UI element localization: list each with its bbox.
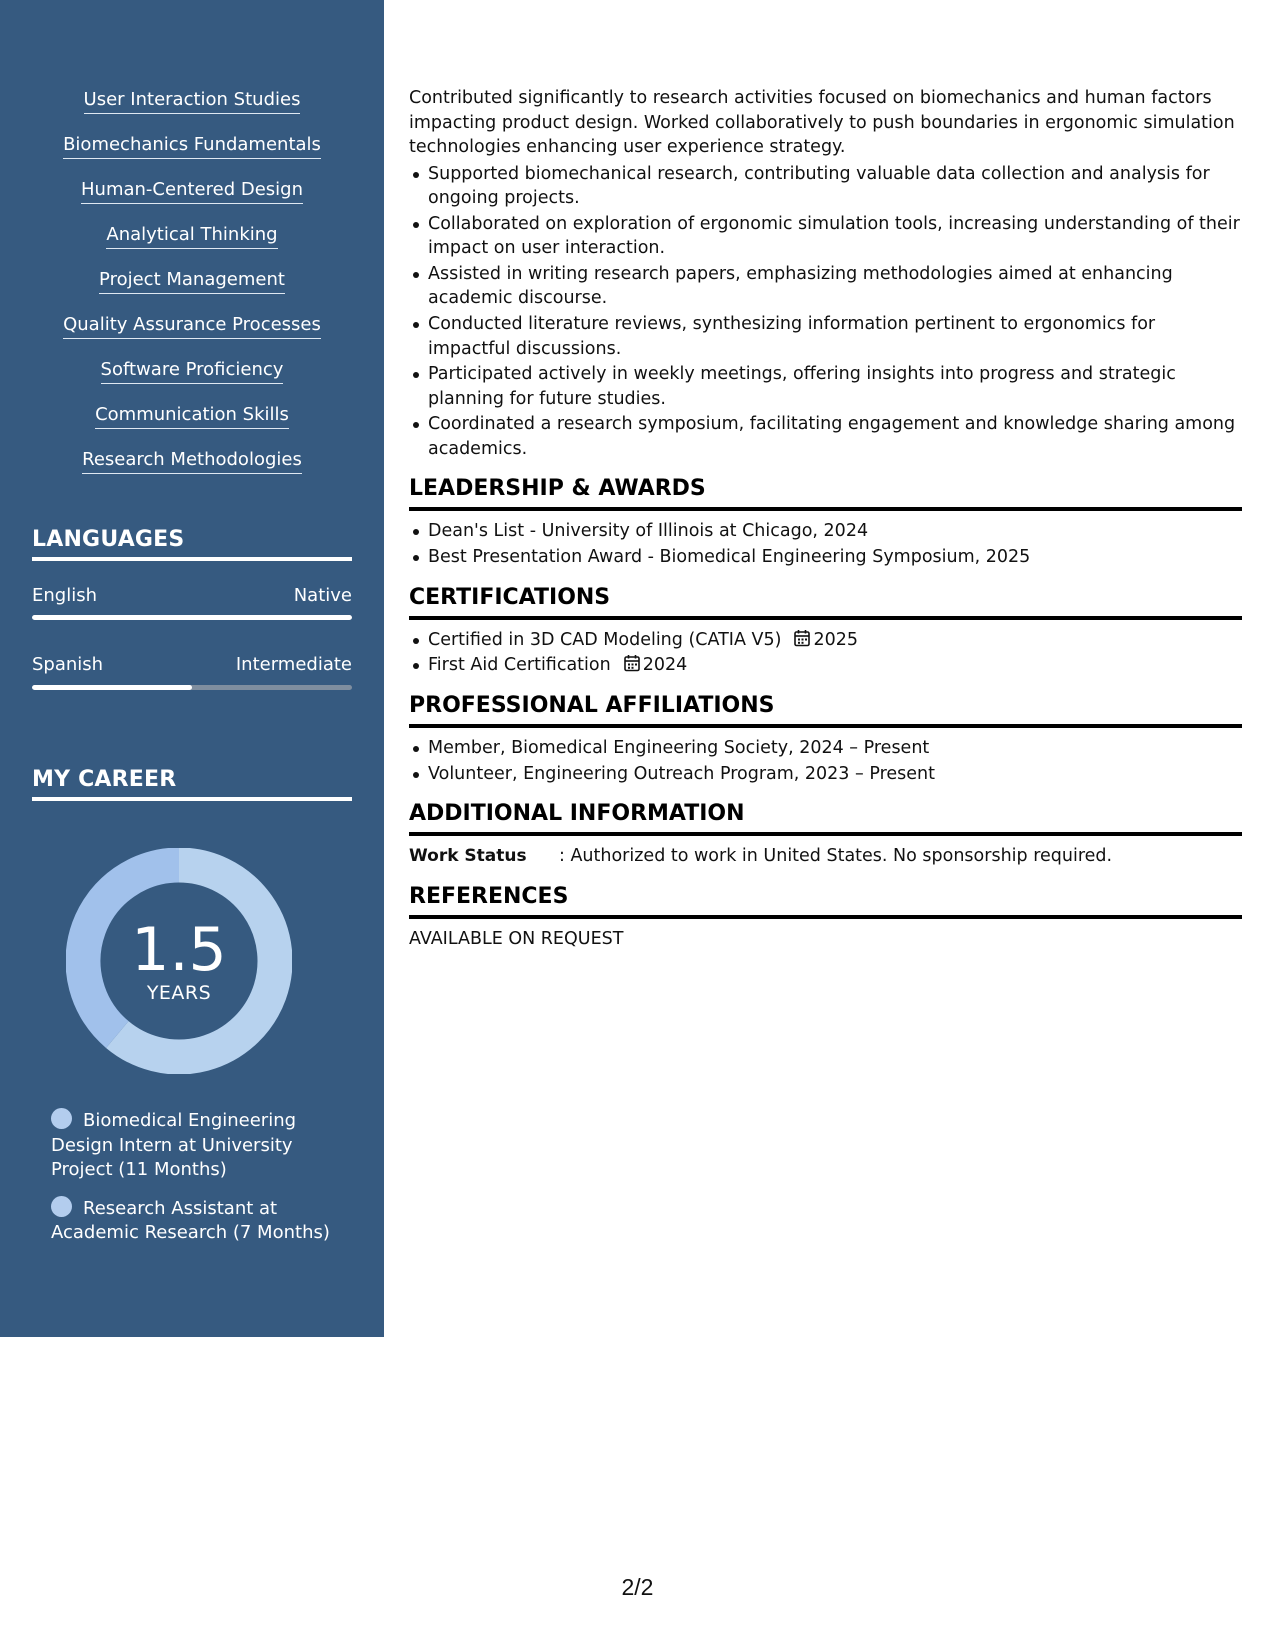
language-level: Intermediate [235,654,352,675]
work-status-row [409,844,1242,869]
skill-item [0,178,384,223]
affiliations-list [409,736,1242,786]
certifications-heading: CERTIFICATIONS [409,584,1242,620]
certifications-list [409,628,1242,678]
skill-item [0,358,384,403]
certification-item [428,653,1242,678]
skill-label: Project Management [99,268,285,294]
career-list [51,1108,351,1259]
experience-bullet: Supported biomechanical research, contributing valuable data collection and analysis for ongoing projects. [428,162,1242,211]
career-item-text: Research Assistant at Academic Research (7 Months) [51,1197,330,1243]
leadership-item: Dean's List - University of Illinois at Chicago, 2024 [428,519,1242,544]
language-level: Native [293,585,352,606]
calendar-icon [793,629,811,647]
main-content [409,86,1242,951]
language-row-english [32,585,352,607]
additional-info-heading: ADDITIONAL INFORMATION [409,800,1242,836]
skill-item [0,403,384,448]
career-dot-icon [51,1108,72,1129]
experience-summary: Contributed significantly to research activities focused on biomechanics and human factors impacting product design. Worked collaboratively to push boundaries in ergonomic simulation technologies enhancing user experience strategy. [409,88,1235,157]
skill-label: Communication Skills [95,403,289,429]
skill-label: Biomechanics Fundamentals [63,133,321,159]
skills-list [0,88,384,493]
certification-year: 2024 [642,655,688,676]
skill-item [0,313,384,358]
affiliation-item: Volunteer, Engineering Outreach Program, 2023 – Present [428,762,1242,787]
career-heading: MY CAREER [32,767,352,801]
skill-label: Human-Centered Design [81,178,303,204]
certification-name: First Aid Certification [428,655,611,676]
work-status-label: Work Status [409,846,527,866]
career-item [51,1108,351,1183]
career-total-value: 1.5 [131,915,227,985]
career-total-unit: YEARS [146,982,212,1004]
language-row-spanish [32,654,352,676]
language-bar-spanish [32,685,352,690]
affiliation-item: Member, Biomedical Engineering Society, 2024 – Present [428,736,1242,761]
certification-name: Certified in 3D CAD Modeling (CATIA V5) [428,629,782,650]
skill-label: Software Proficiency [101,358,284,384]
leadership-heading: LEADERSHIP & AWARDS [409,475,1242,511]
skill-item [0,448,384,493]
experience-bullet: Conducted literature reviews, synthesizing information pertinent to ergonomics for impactful discussions. [428,312,1242,361]
language-name: English [32,585,97,606]
language-bar-fill [32,685,192,690]
skill-item [0,223,384,268]
certification-item [428,628,1242,653]
references-text: AVAILABLE ON REQUEST [409,928,624,949]
experience-bullet: Collaborated on exploration of ergonomic simulation tools, increasing understanding of their impact on user interaction. [428,212,1242,261]
skill-label: Research Methodologies [82,448,302,474]
experience-bullets [409,162,1242,462]
career-item [51,1196,351,1246]
languages-heading: LANGUAGES [32,527,352,561]
skill-item [0,88,384,133]
career-item-text: Biomedical Engineering Design Intern at University Project (11 Months) [51,1110,297,1180]
page-number: 2/2 [621,1574,654,1600]
work-status-value: : Authorized to work in United States. No sponsorship required. [559,846,1113,866]
certification-year: 2025 [813,629,858,650]
experience-bullet: Coordinated a research symposium, facilitating engagement and knowledge sharing among academics. [428,412,1242,461]
sidebar [0,0,384,1337]
skill-item [0,133,384,178]
skill-label: User Interaction Studies [84,88,301,114]
language-bar-fill [32,615,352,620]
skill-label: Quality Assurance Processes [63,313,321,339]
language-name: Spanish [32,654,104,675]
leadership-item: Best Presentation Award - Biomedical Engineering Symposium, 2025 [428,545,1242,570]
calendar-icon [623,654,641,672]
language-bar-english [32,615,352,620]
career-dot-icon [51,1196,72,1217]
experience-bullet: Assisted in writing research papers, emphasizing methodologies aimed at enhancing academic discourse. [428,262,1242,311]
skill-item [0,268,384,313]
leadership-list [409,519,1242,569]
references-heading: REFERENCES [409,883,1242,919]
experience-bullet: Participated actively in weekly meetings, offering insights into progress and strategic planning for future studies. [428,362,1242,411]
skill-label: Analytical Thinking [106,223,277,249]
affiliations-heading: PROFESSIONAL AFFILIATIONS [409,692,1242,728]
